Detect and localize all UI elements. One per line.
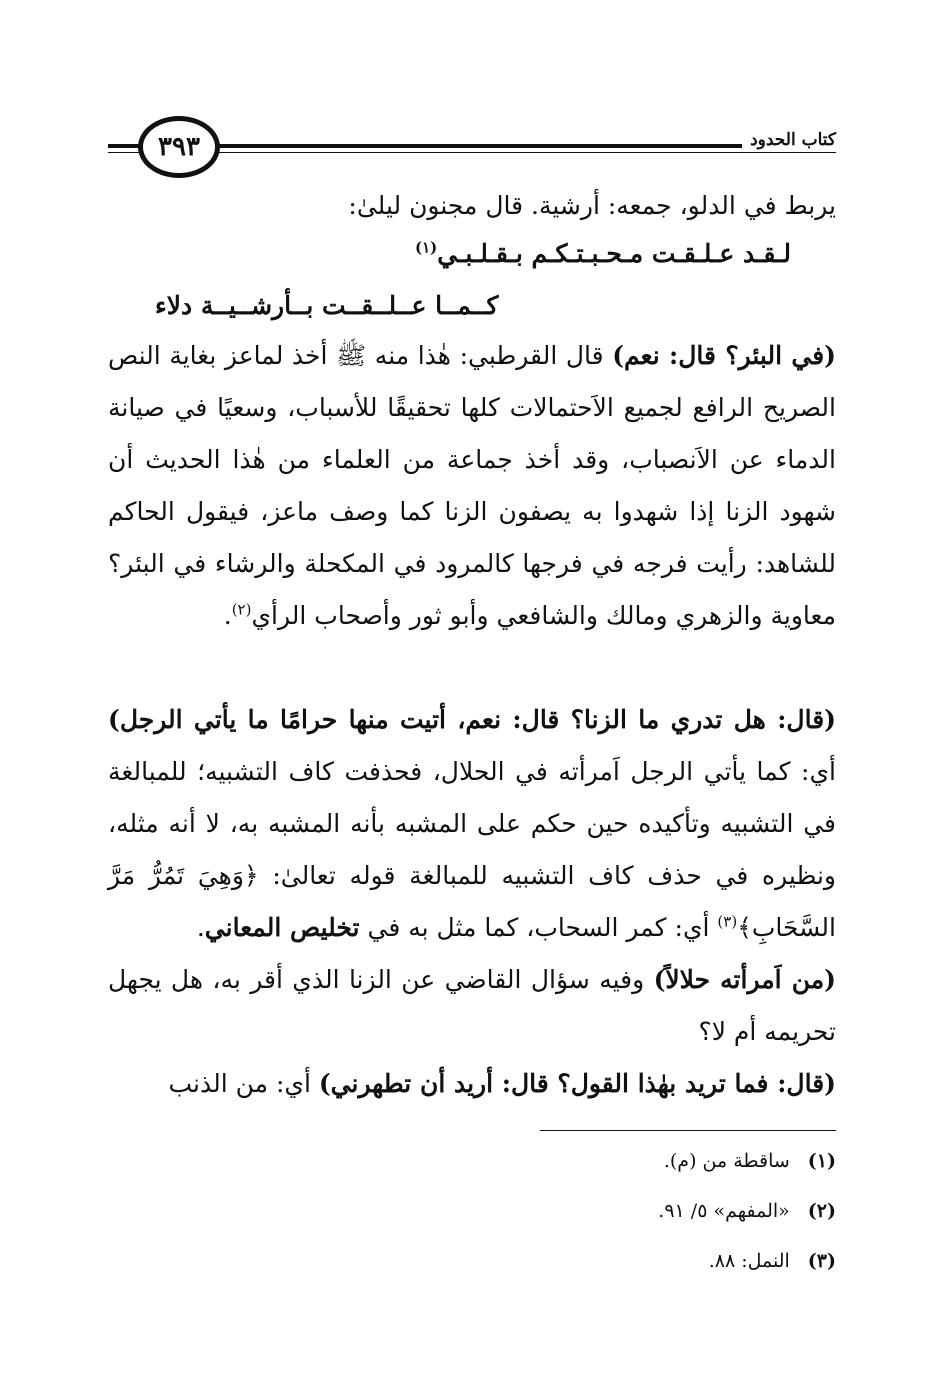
paragraph-2-tail-bold: تخليص المعاني: [204, 913, 360, 942]
poem-hemistich-1: [415, 228, 791, 280]
footnote-2: [108, 1196, 836, 1246]
paragraph-3: [108, 954, 836, 1058]
footnote-ref-3: (٣): [717, 912, 738, 931]
page-number: ٣٩٣: [138, 116, 220, 178]
paragraph-2-text: أي: كما يأتي الرجل اَمرأته في الحلال، فحذفت كاف التشبيه؛ للمبالغة في التشبيه وتأكيده حين حكم على المشبه بأنه المشبه به، لا أنه مثله، ونظيره في حذف كاف التشبيه للمبالغة قوله تعالىٰ: ﴿وَهِيَ تَمُرُّ مَرَّ السَّحَابِ﴾: [108, 757, 836, 942]
poem-hemistich-1-text: لـقـد عـلـقـت مـحـبـتـكـم بـقـلـبـي: [437, 239, 791, 268]
footnote-separator: [540, 1130, 836, 1131]
paragraph-2-tail: أي: كمر السحاب، كما مثل به في: [359, 913, 718, 942]
poem-hemistich-2-text: كــمــا عــلــقــت بــأرشــيــة دلاء: [155, 291, 499, 320]
footnote-ref-1: (١): [414, 238, 438, 257]
intro-text: يربط في الدلو، جمعه: أرشية. قال مجنون ليلىٰ:: [348, 191, 836, 220]
footnote-1-number: (١): [807, 1150, 836, 1172]
footnote-3: [108, 1246, 836, 1296]
paragraph-4: [108, 1058, 836, 1110]
footnote-1-text: ساقطة من (م).: [663, 1150, 790, 1172]
paragraph-2-lead: (قال: هل تدري ما الزنا؟ قال: نعم، أتيت منها حرامًا ما يأتي الرجل): [108, 705, 836, 734]
footnote-2-text: «المفهم» ٥/ ٩١.: [658, 1200, 790, 1222]
footnotes: [108, 1146, 836, 1296]
paragraph-2: [108, 694, 836, 954]
footnote-ref-2: (٢): [231, 600, 252, 619]
footnote-3-text: النمل: ٨٨.: [708, 1250, 790, 1272]
footnote-3-number: (٣): [807, 1250, 836, 1272]
paragraph-2-end: .: [196, 913, 205, 942]
paragraph-1-text: قال القرطبي: هٰذا منه ﷺ أخذ لماعز بغاية النص الصريح الرافع لجميع الاَحتمالات كلها تحقيقًا للأسباب، وسعيًا في صيانة الدماء عن الاَنصباب، وقد أخذ جماعة من العلماء من هٰذا الحديث أن شهود الزنا إذا شهدوا به يصفون الزنا كما وصف ماعز، فيقول الحاكم للشاهد: رأيت فرجه في فرجها كالمرود في المكحلة والرشاء في البئر؟ معاوية والزهري ومالك والشافعي وأبو ثور وأصحاب الرأي: [108, 341, 836, 630]
poem-hemistich-2: [155, 280, 498, 332]
footnote-1: [108, 1146, 836, 1196]
paragraph-1-end: .: [223, 601, 232, 630]
paragraph-3-lead: (من اَمرأته حلالاً): [653, 965, 836, 994]
footnote-2-number: (٢): [807, 1200, 836, 1222]
paragraph-1-lead: (في البئر؟ قال: نعم): [612, 341, 837, 370]
paragraph-3-text: وفيه سؤال القاضي عن الزنا الذي أقر به، هل يجهل تحريمه أم لا؟: [108, 965, 836, 1046]
paragraph-4-text: أي: من الذنب: [168, 1069, 319, 1098]
intro-line: [108, 180, 836, 232]
paragraph-1: [108, 330, 836, 642]
paragraph-4-lead: (قال: فما تريد بهٰذا القول؟ قال: أريد أن تطهرني): [318, 1069, 836, 1098]
book-title: كتاب الحدود: [742, 130, 836, 150]
